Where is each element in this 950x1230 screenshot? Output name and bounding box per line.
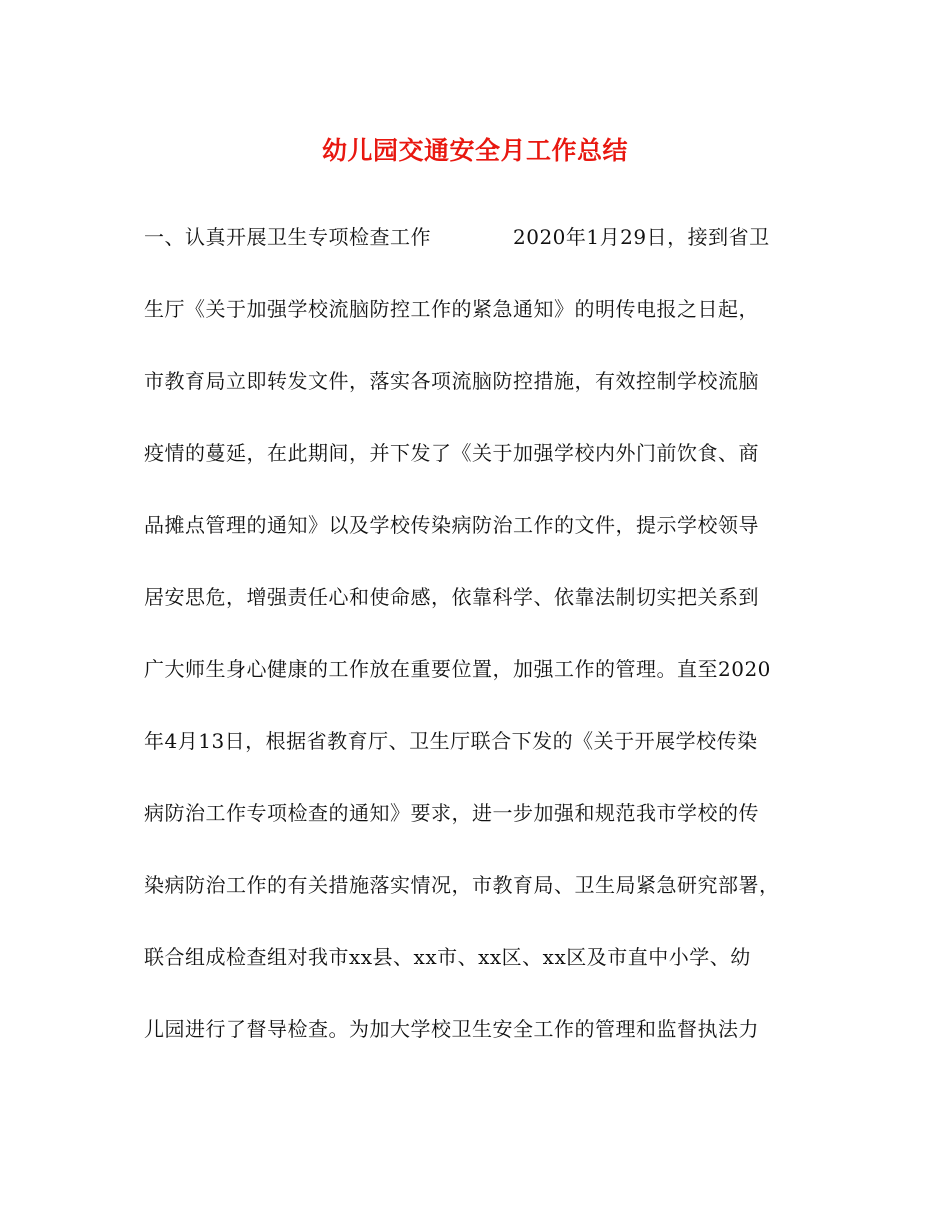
body-line: 市教育局立即转发文件，落实各项流脑防控措施，有效控制学校流脑 [144, 369, 759, 393]
body-line: 染病防治工作的有关措施落实情况，市教育局、卫生局紧急研究部署， [144, 873, 780, 897]
body-line: 病防治工作专项检查的通知》要求，进一步加强和规范我市学校的传 [144, 801, 759, 825]
body-line: 疫情的蔓延，在此期间，并下发了《关于加强学校内外门前饮食、商 [144, 441, 759, 465]
body-line: 生厅《关于加强学校流脑防控工作的紧急通知》的明传电报之日起， [144, 297, 759, 321]
body-line: 联合组成检查组对我市xx县、xx市、xx区、xx区及市直中小学、幼 [144, 945, 751, 969]
body-line: 一、认真开展卫生专项检查工作 2020年1月29日，接到省卫 [144, 225, 770, 249]
body-line: 年4月13日，根据省教育厅、卫生厅联合下发的《关于开展学校传染 [144, 729, 758, 753]
document-title: 幼儿园交通安全月工作总结 [321, 136, 628, 165]
body-line: 品摊点管理的通知》以及学校传染病防治工作的文件，提示学校领导 [144, 513, 759, 537]
body-line: 居安思危，增强责任心和使命感，依靠科学、依靠法制切实把关系到 [144, 585, 759, 609]
body-line: 儿园进行了督导检查。为加大学校卫生安全工作的管理和监督执法力 [144, 1017, 759, 1041]
body-line: 广大师生身心健康的工作放在重要位置，加强工作的管理。直至2020 [144, 657, 771, 681]
